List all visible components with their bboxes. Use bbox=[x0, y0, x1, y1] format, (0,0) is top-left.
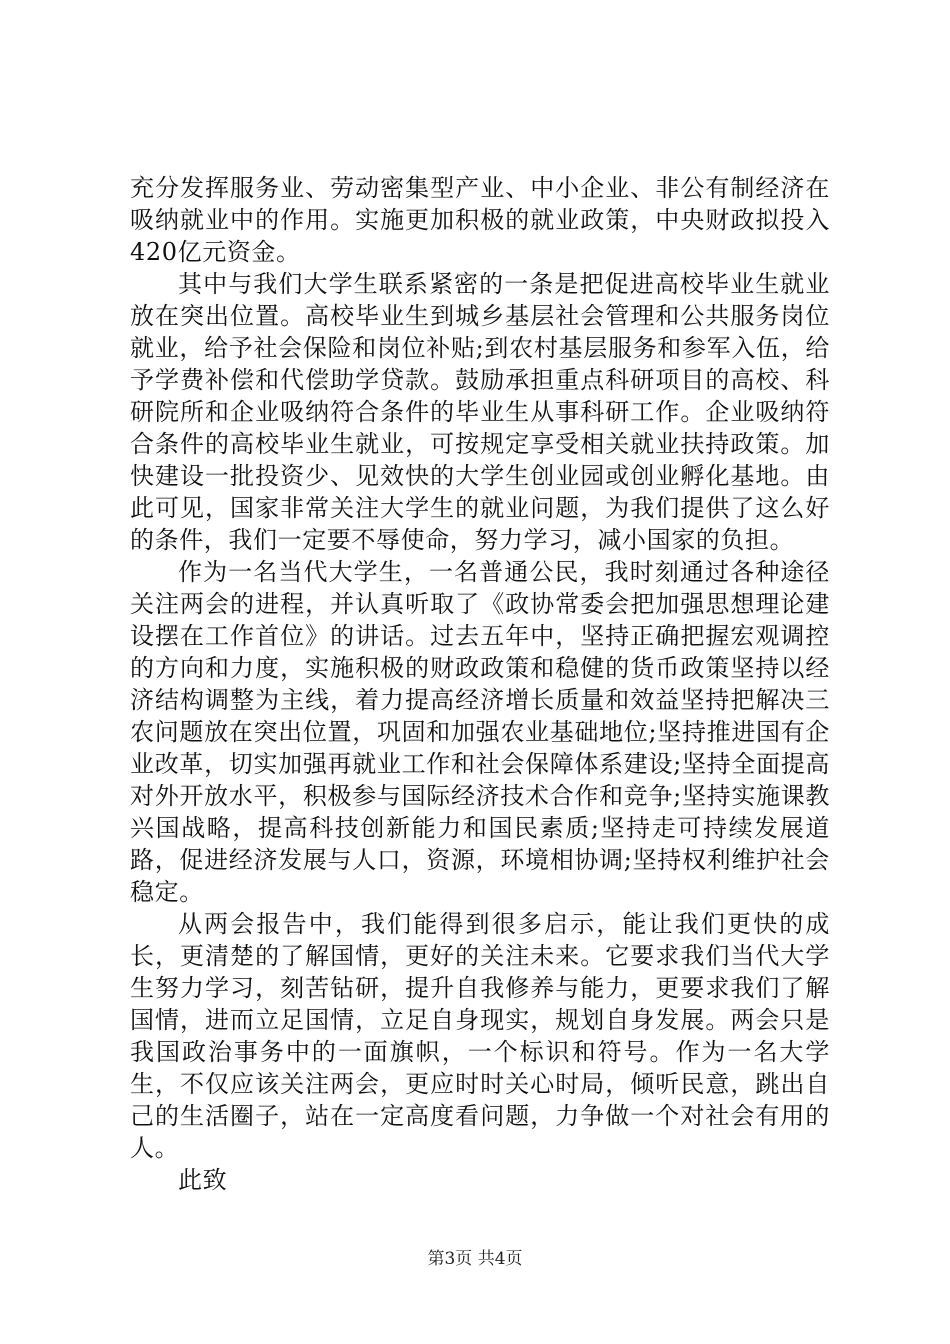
paragraph-1: 充分发挥服务业、劳动密集型产业、中小企业、非公有制经济在吸纳就业中的作用。实施更加积极的就业政策，中央财政拟投入420亿元资金。 bbox=[130, 174, 830, 266]
paragraph-3: 作为一名当代大学生，一名普通公民，我时刻通过各种途径关注两会的进程，并认真听取了《政协常委会把加强思想理论建设摆在工作首位》的讲话。过去五年中，坚持正确把握宏观调控的方向和力度，实施积极的财政政策和稳健的货币政策坚持以经济结构调整为主线，着力提高经济增长质量和效益坚持把解决三农问题放在突出位置，巩固和加强农业基础地位;坚持推进国有企业改革，切实加强再就业工作和社会保障体系建设;坚持全面提高对外开放水平，积极参与国际经济技术合作和竞争;坚持实施课教兴国战略，提高科技创新能力和国民素质;坚持走可持续发展道路，促进经济发展与人口，资源，环境相协调;坚持权利维护社会稳定。 bbox=[130, 558, 830, 906]
closing-salutation: 此致 bbox=[178, 1166, 228, 1194]
paragraph-2: 其中与我们大学生联系紧密的一条是把促进高校毕业生就业放在突出位置。高校毕业生到城乡基层社会管理和公共服务岗位就业，给予社会保险和岗位补贴;到农村基层服务和参军入伍，给予学费补偿和代偿助学贷款。鼓励承担重点科研项目的高校、科研院所和企业吸纳符合条件的毕业生从事科研工作。企业吸纳符合条件的高校毕业生就业，可按规定享受相关就业扶持政策。加快建设一批投资少、见效快的大学生创业园或创业孵化基地。由此可见，国家非常关注大学生的就业问题，为我们提供了这么好的条件，我们一定要不辱使命，努力学习，减小国家的负担。 bbox=[130, 270, 830, 554]
page-number-footer: 第3页 共4页 bbox=[427, 1249, 523, 1269]
document-body bbox=[130, 172, 830, 1196]
paragraph-4: 从两会报告中，我们能得到很多启示，能让我们更快的成长，更清楚的了解国情，更好的关注未来。它要求我们当代大学生努力学习，刻苦钻研，提升自我修养与能力，更要求我们了解国情，进而立足国情，立足自身现实，规划自身发展。两会只是我国政治事务中的一面旗帜，一个标识和符号。作为一名大学生，不仅应该关注两会，更应时时关心时局，倾听民意，跳出自己的生活圈子，站在一定高度看问题，力争做一个对社会有用的人。 bbox=[130, 910, 830, 1162]
